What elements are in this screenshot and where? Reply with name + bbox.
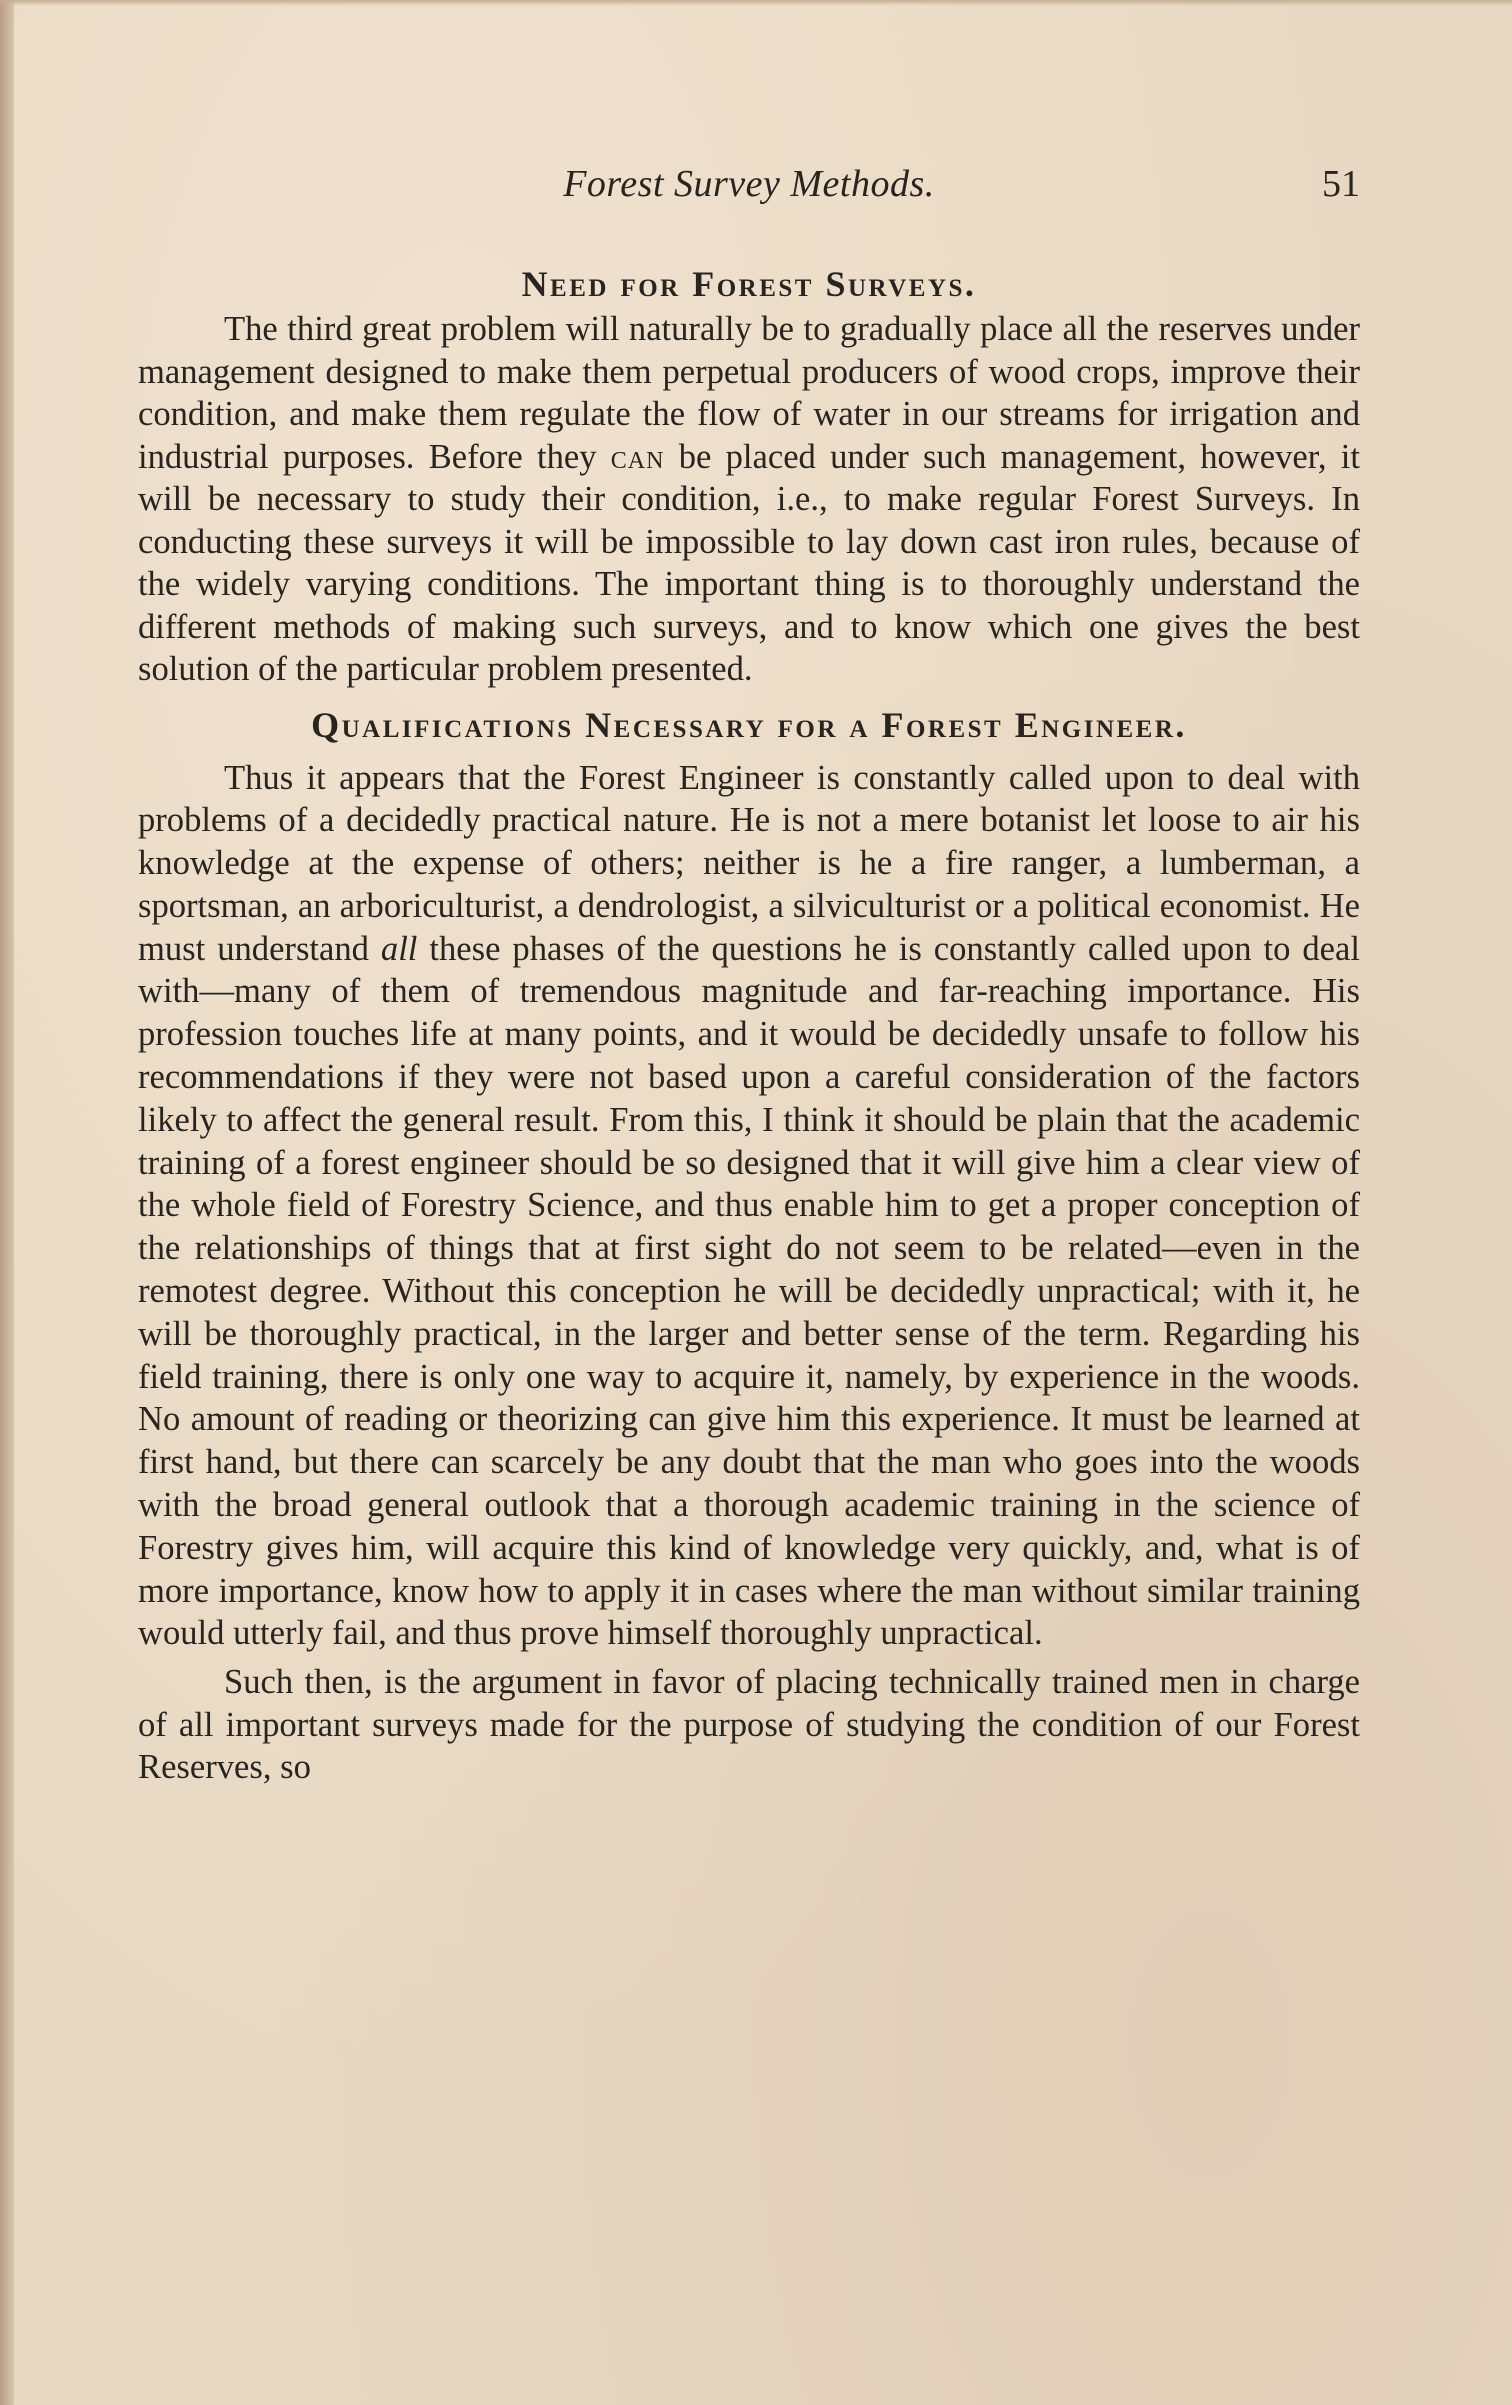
paragraph-text: be placed under such management, however, it will be necessary to study their condition, i.e., to make regular Forest Surveys. In conducting these surveys it will be impossible to lay down cast iron rules, because of the widely varying conditions. The important thing is to thoroughly understand the different methods of making such surveys, and to know which one gives the best solution of the particular problem presented. (138, 437, 1360, 688)
paragraph-text: The third great problem will naturally be to gradually place all the reserves under management designed to make them perpetual producers of wood crops, improve their condition, and make them regulate the flow of water in our streams for irrigation and industrial purposes. Before they (138, 310, 1360, 476)
section-heading-need-for-forest-surveys: Need for Forest Surveys. (521, 264, 977, 304)
paragraph-text: these phases of the questions he is constantly called upon to deal with—many of them of tremendous magnitude and far-reaching importance. His profession touches life at many points, and it would be decidedly unsafe to follow his recommendations if they were not based upon a careful consideration of the factors likely to affect the general result. From this, I think it should be plain that the academic training of a forest engineer should be so designed that it will give him a clear view of the whole field of Forestry Science, and thus enable him to get a proper conception of the relationships of things that at first sight do not seem to be related—even in the remotest degree. Without this conception he will be decidedly unpractical; with it, he will be thoroughly practical, in the larger and better sense of the term. Regarding his field training, there is only one way to acquire it, namely, by experience in the woods. No amount of reading or theorizing can give him this experience. It must be learned at first hand, but there can scarcely be any doubt that the man who goes into the woods with the broad general outlook that a thorough academic training in the science of Forestry gives him, will acquire this kind of knowledge very quickly, and, what is of more importance, know how to apply it in cases where the man without similar training would utterly fail, and thus prove himself thoroughly unpractical. (138, 929, 1360, 1653)
page-gutter-shadow (0, 0, 14, 2405)
running-title: Forest Survey Methods. (563, 163, 935, 205)
paragraph-need-for-surveys (138, 308, 1360, 691)
book-page (138, 156, 1360, 1789)
page-number: 51 (1322, 163, 1360, 205)
paragraph-closing: Such then, is the argument in favor of placing technically trained men in charge of all important surveys made for the purpose of studying the condition of our Forest Reserves, so (138, 1663, 1360, 1787)
running-header (138, 156, 1360, 216)
emphasis-can: can (610, 437, 665, 476)
section-heading-qualifications: Qualifications Necessary for a Forest Engineer. (311, 704, 1187, 745)
paragraph-qualifications (138, 757, 1360, 1656)
emphasis-all: all (380, 929, 418, 968)
page-top-edge (0, 0, 1512, 6)
paragraph-text: Thus it appears that the Forest Engineer is constantly called upon to deal with problems of a decidedly practical nature. He is not a mere botanist let loose to air his knowledge at the expense of others; neither is he a fire ranger, a lumberman, a sportsman, an arboriculturist, a dendrologist, a silviculturist or a political economist. He must understand (138, 758, 1360, 968)
